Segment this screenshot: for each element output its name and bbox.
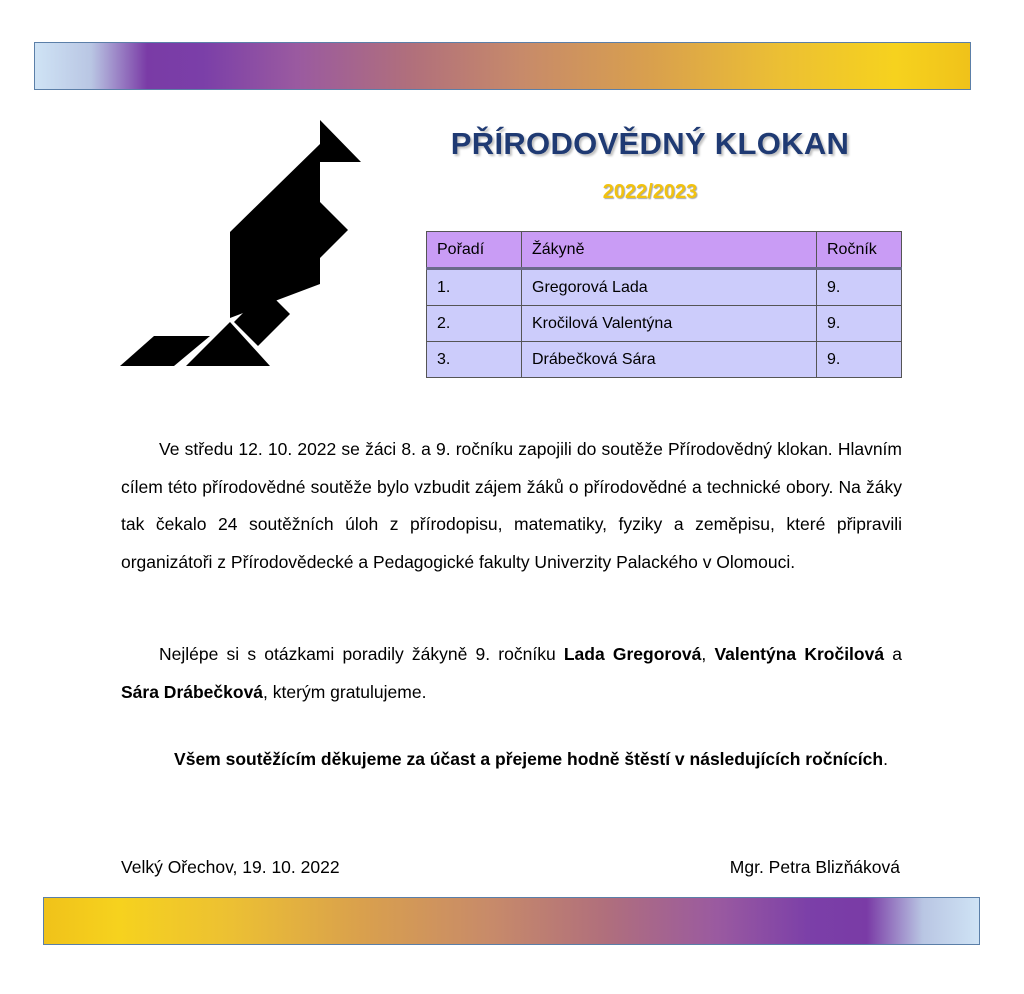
winners-text-start: Nejlépe si s otázkami poradily žákyně 9. ročníku xyxy=(159,644,564,664)
table-row xyxy=(427,269,902,306)
table-header-row xyxy=(427,232,902,269)
intro-paragraph: Ve středu 12. 10. 2022 se žáci 8. a 9. ročníku zapojili do soutěže Přírodovědný klokan. Hlavním cílem této přírodovědné soutěže bylo vzbudit zájem žáků o přírodovědné a technické obory. Na žáky tak čekalo 24 soutěžních úloh z přírodopisu, matematiky, fyziky a zeměpisu, které připravili organizátoři z Přírodovědecké a Pedagogické fakulty Univerzity Palackého v Olomouci. xyxy=(121,439,902,572)
grade-cell: 9. xyxy=(817,269,902,306)
bottom-decorative-band xyxy=(43,897,980,945)
column-header-grade: Ročník xyxy=(817,232,902,269)
winners-text-end: , kterým gratulujeme. xyxy=(263,681,427,702)
author-signature: Mgr. Petra Blizňáková xyxy=(729,857,900,877)
student-cell: Kročilová Valentýna xyxy=(522,306,817,342)
winners-paragraph xyxy=(121,636,902,711)
column-header-student: Žákyně xyxy=(522,232,817,269)
winner-1-name: Lada Gregorová xyxy=(563,644,702,664)
grade-cell: 9. xyxy=(817,342,902,378)
student-cell: Drábečková Sára xyxy=(522,342,817,378)
table-row xyxy=(427,306,902,342)
column-header-rank: Pořadí xyxy=(427,232,522,269)
tangram-neck-triangle xyxy=(230,144,320,232)
school-year: 2022/2023 xyxy=(602,181,698,203)
winner-3-name: Sára Drábečková xyxy=(121,681,264,702)
rank-cell: 3. xyxy=(427,342,522,378)
winners-separator-2: a xyxy=(884,644,902,664)
student-cell: Gregorová Lada xyxy=(522,269,817,306)
winner-2-name: Valentýna Kročilová xyxy=(714,644,885,664)
thanks-period: . xyxy=(883,749,888,769)
place-and-date: Velký Ořechov, 19. 10. 2022 xyxy=(121,857,340,877)
top-decorative-band xyxy=(34,42,971,90)
rank-cell: 2. xyxy=(427,306,522,342)
thanks-line xyxy=(121,749,941,770)
table-row xyxy=(427,342,902,378)
tangram-head-triangle xyxy=(320,120,361,162)
grade-cell: 9. xyxy=(817,306,902,342)
rank-cell: 1. xyxy=(427,269,522,306)
page-title: PŘÍRODOVĚDNÝ KLOKAN xyxy=(450,126,850,161)
tangram-kangaroo-icon xyxy=(118,116,368,372)
thanks-text: Všem soutěžícím děkujeme za účast a přejeme hodně štěstí v následujících ročnících xyxy=(174,749,884,769)
winners-separator-1: , xyxy=(701,644,715,664)
tangram-arm-triangle xyxy=(320,202,348,258)
results-table xyxy=(426,231,902,378)
